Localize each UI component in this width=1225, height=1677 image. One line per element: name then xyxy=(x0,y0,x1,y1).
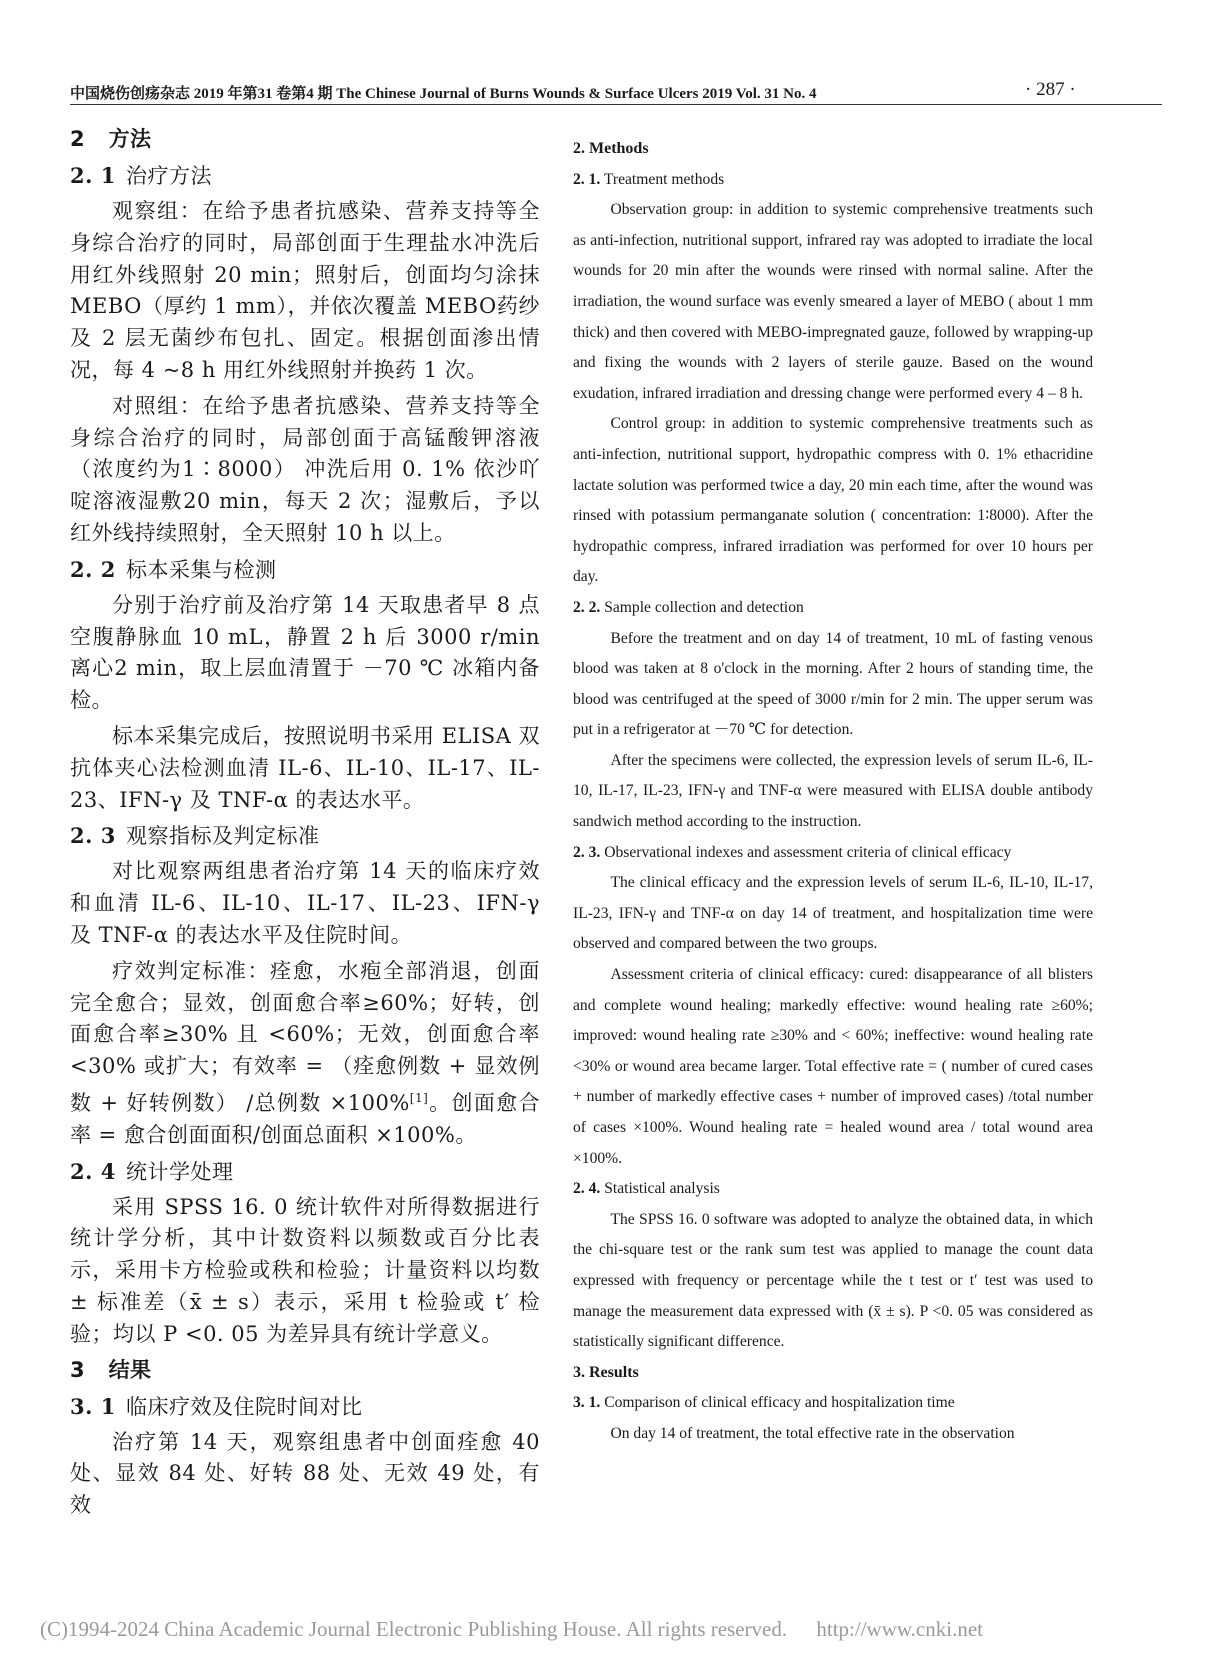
cn-paragraph-indexes: 对比观察两组患者治疗第 14 天的临床疗效和血清 IL-6、IL-10、IL-17、IL-23、IFN-γ 及 TNF-α 的表达水平及住院时间。 xyxy=(70,859,540,947)
en-paragraph-sampling: Before the treatment and on day 14 of treatment, 10 mL of fasting venous blood was taken at 8 o'clock in the morning. After 2 hours of standing time, the blood was centrifuged at the speed of 3000 r/min for 2 min. The upper serum was put in a refrigerator at －70 ℃ for detection. xyxy=(573,629,1093,739)
section-2-heading: 2 方法 xyxy=(70,127,152,151)
citation-ref: [1] xyxy=(409,1090,429,1105)
en-section-2-2-heading: 2. 2. Sample collection and detection xyxy=(573,598,804,616)
cn-paragraph-sampling: 分别于治疗前及治疗第 14 天取患者早 8 点空腹静脉血 10 mL，静置 2 h 后 3000 r/min 离心2 min，取上层血清置于 －70 ℃ 冰箱内备检。 xyxy=(70,592,540,713)
section-3-1-heading: 3. 1 临床疗效及住院时间对比 xyxy=(70,1393,363,1419)
copyright-text: (C)1994-2024 China Academic Journal Electronic Publishing House. All rights reserved. xyxy=(40,1617,788,1641)
english-column xyxy=(573,134,1093,1450)
en-paragraph-criteria: Assessment criteria of clinical efficacy: cured: disappearance of all blisters and complete wound healing; markedly effective: wound healing rate ≥60%; improved: wound healing rate ≥30% and < 60%; ineffective: wound healing rate <30% or wound area became larger. Total effective rate = ( number of cured cases + number of markedly effective cases + number of improved cases) /total number of cases ×100%. Wound healing rate = healed wound area / total wound area ×100%. xyxy=(573,966,1093,1167)
copyright-footer xyxy=(40,1617,1220,1642)
section-2-2-heading: 2. 2 标本采集与检测 xyxy=(70,556,277,582)
en-paragraph-control: Control group: in addition to systemic comprehensive treatments such as anti-infection, nutritional support, hydropathic compress with 0. 1% ethacridine lactate solution was performed twice a day, 20 min each time, after the wound was rinsed with potassium permanganate solution ( concentration: 1∶8000). After the hydropathic compress, infrared irradiation was performed for over 10 hours per day. xyxy=(573,415,1093,586)
section-2-4-heading: 2. 4 统计学处理 xyxy=(70,1158,234,1184)
en-section-2-4-heading: 2. 4. Statistical analysis xyxy=(573,1180,720,1198)
en-paragraph-observation: Observation group: in addition to systemic comprehensive treatments such as anti-infection, nutritional support, infrared ray was adopted to irradiate the local wounds for 20 min after the wounds were rinsed with normal saline. After the irradiation, the wound surface was evenly smeared a layer of MEBO ( about 1 mm thick) and then covered with MEBO-impregnated gauze, followed by wrapping-up and fixing the wounds with 2 layers of sterile gauze. Based on the wound exudation, infrared irradiation and dressing change were performed every 4 – 8 h. xyxy=(573,201,1093,402)
cn-paragraph-statistics: 采用 SPSS 16. 0 统计软件对所得数据进行统计学分析，其中计数资料以频数或百分比表示，采用卡方检验或秩和检验；计量资料以均数 ± 标准差（x̄ ± s）表示，采用 t 检验或 t′ 检验；均以 P <0. 05 为差异具有统计学意义。 xyxy=(70,1194,540,1346)
cn-paragraph-control: 对照组：在给予患者抗感染、营养支持等全身综合治疗的同时，局部创面于高锰酸钾溶液（浓度约为1∶8000） 冲洗后用 0. 1% 依沙吖啶溶液湿敷20 min，每天 2 次；湿敷后，予以红外线持续照射，全天照射 10 h 以上。 xyxy=(70,393,540,545)
en-section-2-3-heading: 2. 3. Observational indexes and assessment criteria of clinical efficacy xyxy=(573,843,1012,861)
journal-title: 中国烧伤创疡杂志 2019 年第31 卷第4 期 The Chinese Journal of Burns Wounds & Surface Ulcers 2019 Vol. 31 No. 4 xyxy=(70,86,817,102)
cn-paragraph-results: 治疗第 14 天，观察组患者中创面痊愈 40 处、显效 84 处、好转 88 处、无效 49 处，有效 xyxy=(70,1429,540,1518)
chinese-column xyxy=(70,124,540,1526)
en-section-2-heading: 2. Methods xyxy=(573,140,649,157)
en-paragraph-results: On day 14 of treatment, the total effective rate in the observation xyxy=(610,1424,1015,1442)
running-header xyxy=(70,79,1160,103)
header-rule xyxy=(70,104,1162,105)
en-section-2-1-heading: 2. 1. Treatment methods xyxy=(573,170,725,188)
en-section-3-1-heading: 3. 1. Comparison of clinical efficacy and hospitalization time xyxy=(573,1394,955,1412)
en-paragraph-elisa: After the specimens were collected, the expression levels of serum IL-6, IL-10, IL-17, IL-23, IFN-γ and TNF-α were measured with ELISA double antibody sandwich method according to the instruction. xyxy=(573,751,1093,831)
footer-url: http://www.cnki.net xyxy=(816,1617,983,1641)
cn-paragraph-elisa: 标本采集完成后，按照说明书采用 ELISA 双抗体夹心法检测血清 IL-6、IL-10、IL-17、IL-23、IFN-γ 及 TNF-α 的表达水平。 xyxy=(70,723,540,812)
section-3-heading: 3 结果 xyxy=(70,1357,152,1382)
cn-paragraph-criteria: 疗效判定标准：痊愈，水疱全部消退，创面完全愈合；显效，创面愈合率≥60%；好转，创面愈合率≥30% 且 <60%；无效，创面愈合率 <30% 或扩大；有效率 = （痊愈例数 + 显效例数 + 好转例数） /总例数 ×100%[1]。创面愈合率 = 愈合创面面积/创面总面积 ×100%。 xyxy=(70,958,541,1147)
cn-paragraph-observation: 观察组：在给予患者抗感染、营养支持等全身综合治疗的同时，局部创面于生理盐水冲洗后用红外线照射 20 min；照射后，创面均匀涂抹 MEBO（厚约 1 mm），并依次覆盖 MEBO药纱及 2 层无菌纱布包扎、固定。根据创面渗出情况，每 4 ~8 h 用红外线照射并换药 1 次。 xyxy=(70,199,540,382)
section-2-3-heading: 2. 3 观察指标及判定标准 xyxy=(70,823,320,849)
section-2-1-heading: 2. 1 治疗方法 xyxy=(70,163,212,188)
page-number: · 287 · xyxy=(1025,79,1076,100)
en-section-3-heading: 3. Results xyxy=(573,1363,639,1381)
en-paragraph-statistics: The SPSS 16. 0 software was adopted to analyze the obtained data, in which the chi-square test or the rank sum test was applied to manage the count data expressed with frequency or percentage while the t test or t′ test was used to manage the measurement data expressed with (x̄ ± s). P <0. 05 was considered as statistically significant difference. xyxy=(573,1210,1093,1351)
en-paragraph-indexes: The clinical efficacy and the expression levels of serum IL-6, IL-10, IL-17, IL-23, IFN-γ and TNF-α on day 14 of treatment, and hospitalization time were observed and compared between the two groups. xyxy=(573,874,1093,953)
